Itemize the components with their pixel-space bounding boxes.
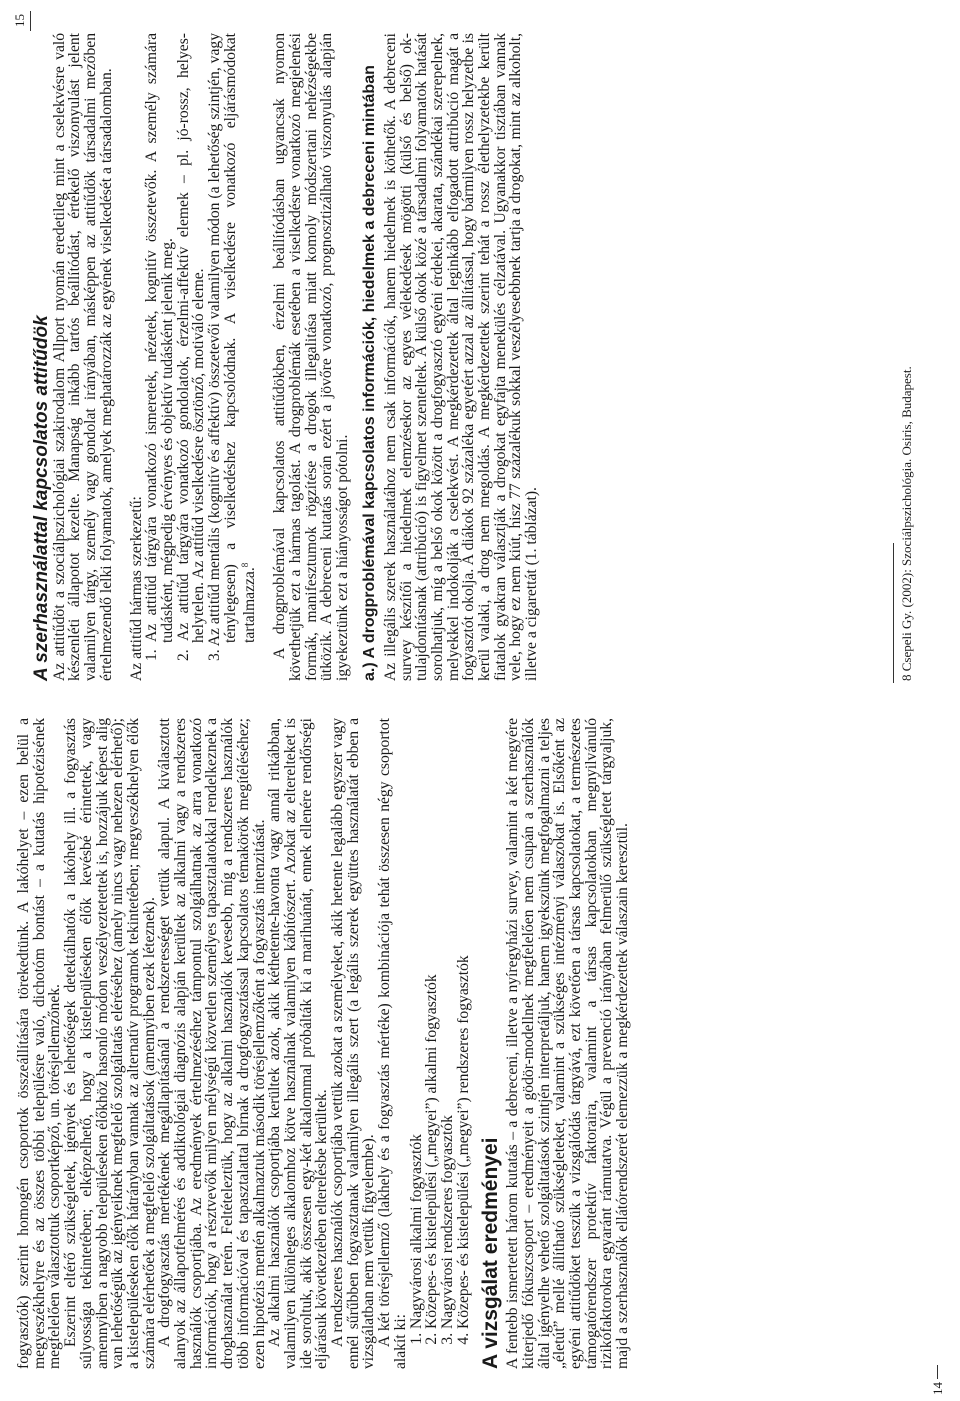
list-item: 3. Nagyvárosi rendszeres fogyasztók [440,718,456,1329]
paragraph: A két törésjellemző (lakhely és a fogyasztás mértéke) kombinációja tehát összesen négy csoportot alakít ki: [376,718,409,1369]
page-rule-right [30,11,31,31]
paragraph: Az attitűdöt a szociálpszichológiai szakirodalom Allport nyomán eredetileg mint a cselekvésre való készenléti állapotot kezelte. Manapság inkább tartós beállítódást, értékelő viszonyulást jelent valamilyen tárgy, személy vagy gondolat irányában, másképpen az attitűdök társadalmi mezőben értelmezendő lelki folyamatok, amelyek meghatározzák az egyének viselkedését a társadalomban. [50,33,115,681]
paragraph: Az alkalmi használók csoportjába kerültek azok, akik kéthetente-havonta vagy annál ritkábban, valamilyen különleges alkalomhoz kötve használnak valamilyen kábítószert. Azokat az elterelteket is ide soroltuk, akik összesen egy-két alkalommal próbálták ki a marihuánát, ennek ellenére rendőrségi eljárásuk következtében elterelésbe kerültek. [266,718,331,1369]
list-item: 2. Közepes- és kistelepülési („megyei”) alkalmi fogyasztók [424,718,440,1329]
right-column [31,33,541,681]
left-column [16,718,631,1369]
list-item: 2. Az attitűd tárgyára vonatkozó gondolatok, érzelmi-affektív elemek – pl. jó-rossz, helyes-helytelen. Az attitűd viselkedésre ösztönző, motiváló eleme. [174,33,208,661]
page-number-left: 14 [930,1382,945,1395]
subsection-heading: a.) A drogproblémával kapcsolatos információk, hiedelmek a debreceni mintában [360,65,378,681]
paragraph: fogyasztók) szerint homogén csoportok összeállítására törekedtünk. A lakóhelyet – ezen belül a megyeszékhelyre és az összes többi településre való, dichotóm bontást – a kutatás hipotézisének megfelelően választottuk csoportképző, un. törésjellemzőnek. [15,718,64,1369]
paragraph: A drogproblémával kapcsolatos attitűdökben, érzelmi beállítódásban ugyancsak nyomon követhetjük ezt a hármas tagolást. A drogproblémák esetében a viselkedésre vonatkozó megjelenési formák, manifesztumok rögzítése a drogok illegalitása miatt komoly módszertani nehézségekbe ütközik. A debreceni kutatás során ezért a jövőre vonatkozó, prognosztizálható viszonyulás alapján igyekeztünk ezt a hiányosságot pótolni. [271,33,352,681]
paragraph: Az attitűd hármas szerkezetű: [127,496,145,681]
footnote-rule [893,543,894,683]
list-item: 1. Nagyvárosi alkalmi fogyasztók [409,718,425,1329]
paragraph: A fentebb ismertetett három kutatás – a debreceni, illetve a nyíregyházi survey, valamint a két megyére kiterjedő fókuszcsoport – eredményeit a gödör-modellnek megfelelően nem csupán a szerhasználók által igényelhe vehető szolgáltatások szintjén interpretáljuk, hanem igyekszünk megfogalmazni a teljes „életút” mellé állítható szükségleteket, valamint a szükséges intézményi válaszokat is. Elsőként az egyéni attitűdöket tesszük a vizsgálódás tárgyává, ezt követően a társas kapcsolatokat, a természetes támogatórendszer protektív faktoraira, valamint a társas kapcsolatokban megnyilvánuló rizikófaktorokra egyaránt rámutatva. Végül a prevenció irányában felmerülő szükségletet tárgyaljuk, majd a szerhasználók ellátórendszerét elemezzük a megkérdezettek válaszain keresztül. [504,718,632,1369]
list-item: 1. Az attitűd tárgyára vonatkozó ismeretek, nézetek, kognitív összetevők. A személy számára tudásként, mégpedig érvényes és objektív tudásként jelenik meg. [143,33,176,661]
paragraph: Eszerint eltérő szükségletek, igények és lehetőségek detektálhatók a lakóhely ill. a fogyasztás súlyossága tekintetében; elképzelhető, hogy a kistelepüléseken élők kevésbé érintettek, vagy amennyiben a nagyobb településeken élőkhöz hasonló módon veszélyeztetettek is, hozzájuk képest alig van lehetőségük az igényeiknek megfelelő szolgáltatás eléréséhez (amely nincs vagy nehezen elérhető); a kistelepüléseken élők hátrányban vannak az alternatív programok tekintetében; megyeszékhelyen élők számára elérhetőek a megfelelő szolgáltatások (amennyiben ezek léteznek). [62,718,158,1369]
footnote: 8 Csepeli Gy. (2002): Szociálpszichológia. Osiris, Budapest. [899,366,914,681]
section-heading: A vizsgálat eredményei [479,1137,503,1369]
paragraph: A rendszeres használók csoportjába vettük azokat a személyeket, akik hetente legalább egyszer vagy ennél sűrűbben fogyasztanak valamilyen illegális szert (a legális szerek együttes használatát ebben a vizsgálatban nem vettük figyelembe). [329,718,378,1369]
paragraph: Az illegális szerek használatához nem csak információk, hanem hiedelmek is köthetők. A debreceni survey készítői a hiedelmek elemzésekor az egyes vélekedések mögötti (külső és belső) ok-tulajdonításnak (attribúció) is figyelmet szenteltek. A külső okok közé a társadalmi folyamatok hatását sorolhatjuk, míg a belső okok között a drogfogyasztó egyéni érdekei, akarata, szándékai szerepelnek, melyekkel indokolják a cselekvést. A megkérdezettek által leginkább elfogadott attribúció magát a fogyasztót okolja. A diákok 92 százaléka egyetért azzal az állítással, hogy bármilyen rossz helyzetbe is kerül valaki, a drog nem megoldás. A megkérdezettek szerint tehát a rossz élethelyzetekbe került fiatalok gyakran választják a drogokat egyfajta menekülés célzatával. Ugyanakkor tisztában vannak vele, hogy ez nem kiút, hisz 77 százalékuk sokkal veszélyesebbnek tartja a drogokat, mint az alkoholt, illetve a cigarettát (1. táblázat). [381,33,541,681]
footnote-ref: 8 [240,562,251,568]
page-rule-left [937,1365,938,1379]
section-heading: A szerhasználattal kapcsolatos attitűdök [31,315,52,681]
page-number-right: 15 [12,14,27,27]
list-item: 3. Az attitűd mentális (kognitív és affektív) összetevői valamilyen módon (a lehetőség szintjén, vagy ténylegesen) a viselkedéshez kapcsolódnak. A viselkedésre vonatkozó eljárásmódokat tartalmazza.$^8$ [206,33,259,661]
list-item: 4. Közepes- és kistelepülési („megyei”) rendszeres fogyasztók [456,718,472,1329]
paragraph: A drogfogyasztás mértékének megállapításánál a rendszerességet vettük alapul. A kiválasztott alanyok az állapotfelmérés és addiktológiai diagnózis alapján kerültek az alkalmi vagy a rendszeres használók csoportjába. Az eredmények értelmezéséhez támpontul szolgálhatnak az arra vonatkozó információk, hogy a résztvevők milyen mélységű közvetlen személyes tapasztalatokkal rendelkeznek a droghasználat terén. Feltételeztük, hogy az alkalmi használók kevesebb, míg a rendszeres használók több információval és tapasztalattal bírnak a drogfogyasztással kapcsolatos témakörök megítéléséhez; ezen hipotézis mentén alkalmaztuk második törésjellemzőként a fogyasztás intenzitását. [156,718,268,1369]
group-list [409,718,472,1369]
